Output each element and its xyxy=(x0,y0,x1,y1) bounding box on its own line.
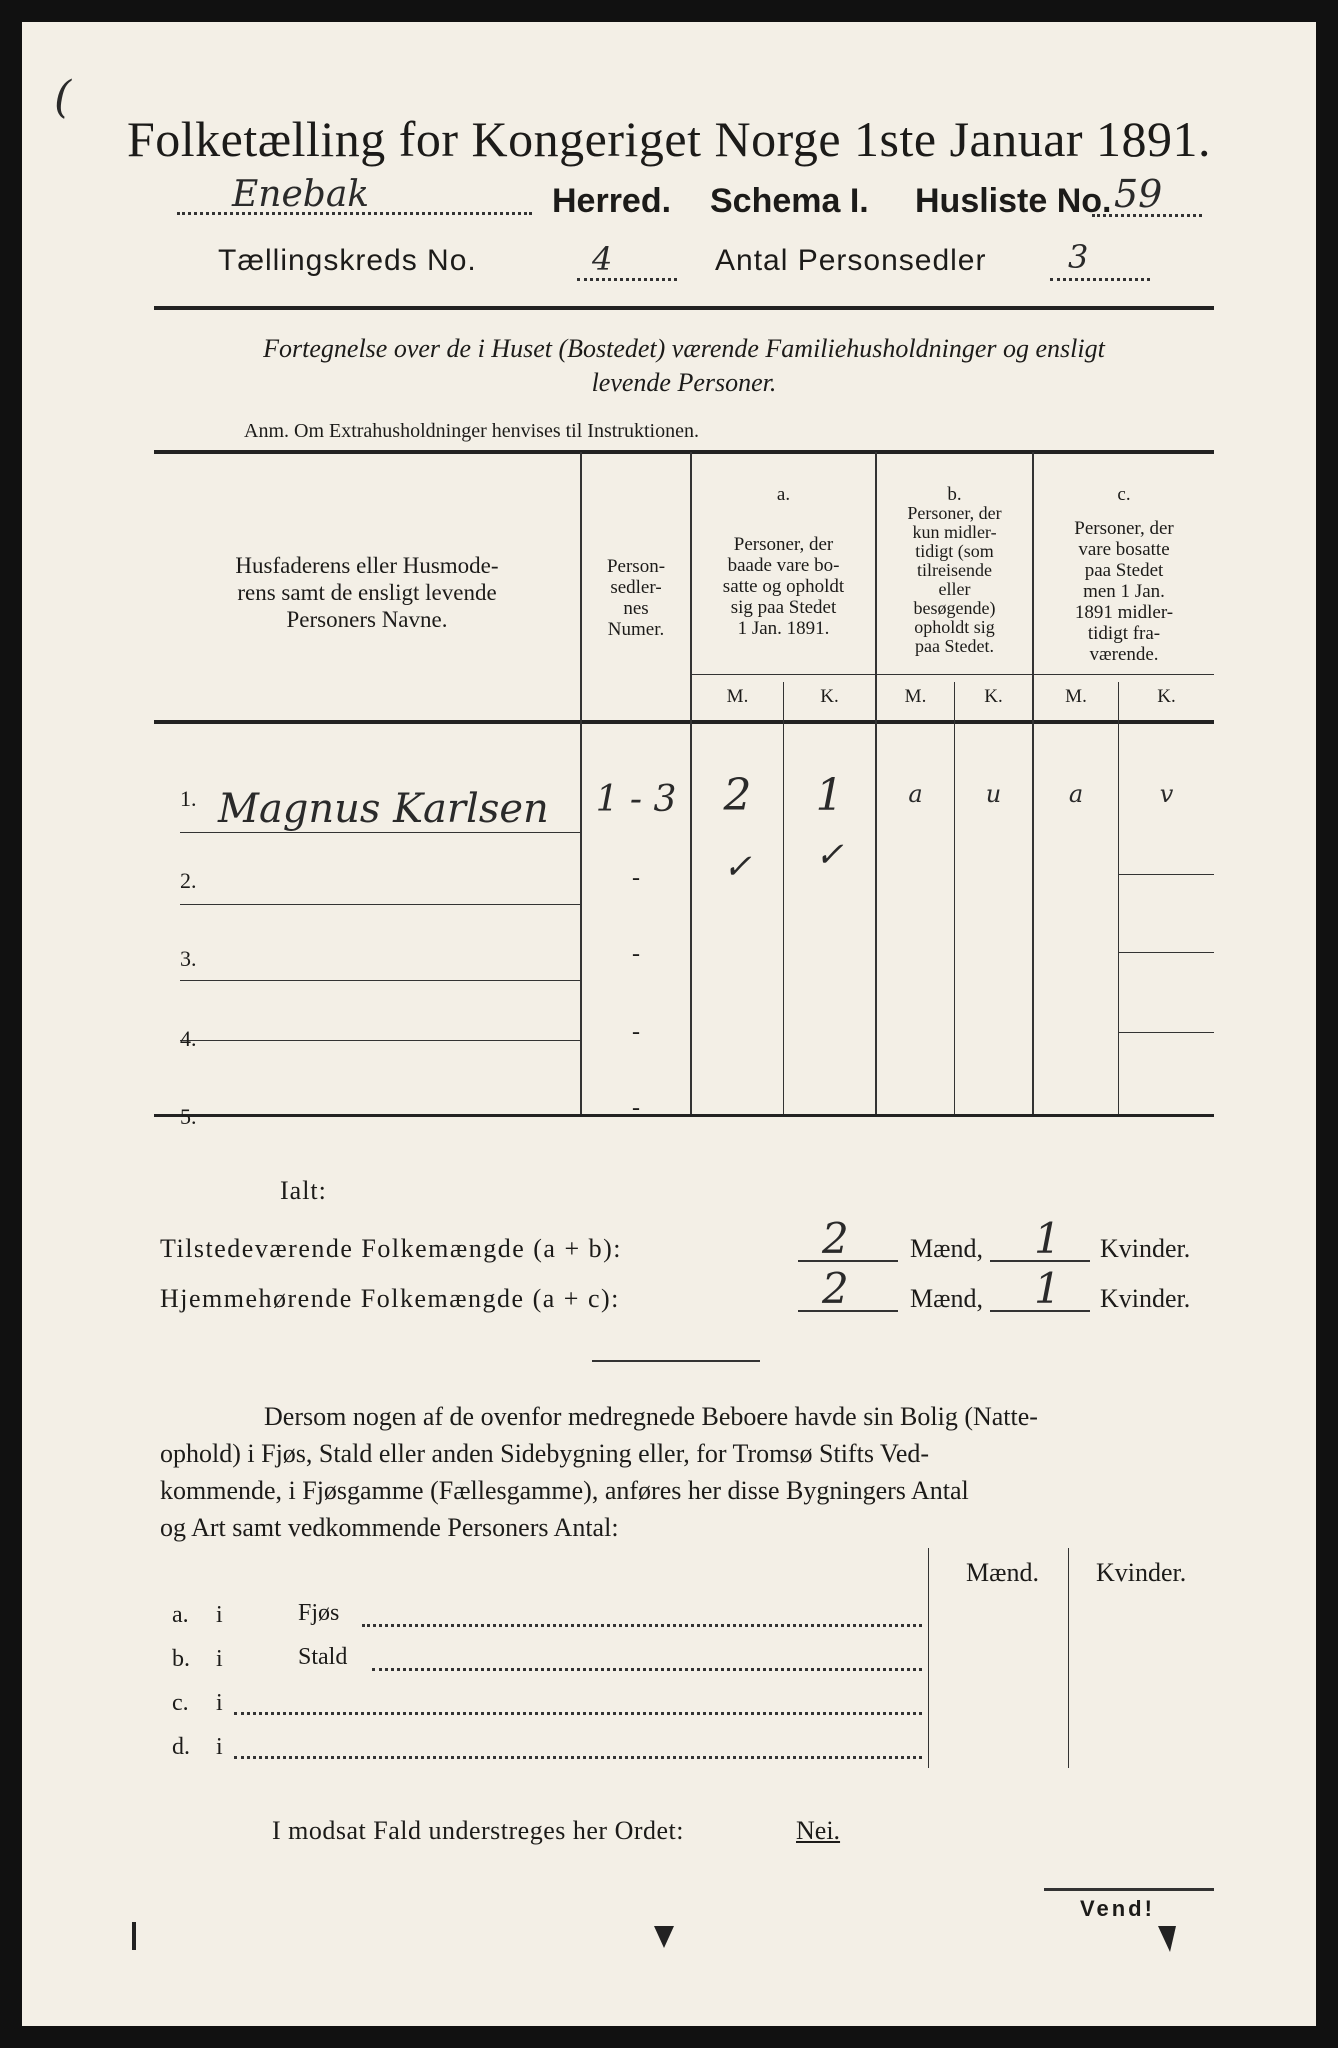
c-k-label: K. xyxy=(1157,686,1176,707)
totals-line2-kvinder: Kvinder. xyxy=(1100,1284,1191,1313)
mk-rule-c xyxy=(1034,674,1214,675)
row-1-c-m: a xyxy=(1068,780,1084,808)
totals-line1-k: 1 xyxy=(1034,1214,1061,1263)
binding-mark-center xyxy=(654,1926,674,1948)
mk-divider-b xyxy=(954,682,955,1114)
col-b-header xyxy=(877,504,1032,656)
col-num-line4: Numer. xyxy=(607,619,665,640)
mk-rule-a xyxy=(692,674,875,675)
row-3-sedler: - xyxy=(632,941,640,967)
col-c-line3: paa Stedet xyxy=(1084,560,1164,581)
col-c-line2: vare bosatte xyxy=(1078,539,1170,560)
personsedler-dotline xyxy=(1050,278,1150,281)
col-c-line1: Personer, der xyxy=(1074,518,1174,539)
col-b-line7: opholdt sig xyxy=(914,617,995,637)
building-d-prep: i xyxy=(216,1734,223,1760)
b-m-label: M. xyxy=(904,686,927,707)
col-c-line5: 1891 midler- xyxy=(1074,602,1174,623)
header-rule xyxy=(154,306,1214,310)
row-1-c-k: v xyxy=(1159,780,1174,808)
nei-word: Nei. xyxy=(796,1816,841,1845)
totals-line1-maend: Mænd, xyxy=(910,1234,983,1263)
row-1-a-m: 2 xyxy=(723,770,752,821)
binding-mark-left xyxy=(132,1922,136,1950)
schema-label: Schema I. xyxy=(710,182,869,220)
personsedler-value: 3 xyxy=(1068,238,1089,276)
building-a-dotline xyxy=(362,1624,922,1627)
buildings-line4: og Art samt vedkommende Personers Antal: xyxy=(160,1513,619,1542)
mk-rule-b xyxy=(877,674,1032,675)
totals-line1-m: 2 xyxy=(822,1214,849,1263)
row-2-a-m: ✓ xyxy=(723,847,752,887)
buildings-line1: Dersom nogen af de ovenfor medregnede Beboere havde sin Bolig (Natte- xyxy=(264,1402,1038,1431)
table-header-bottom-rule xyxy=(154,720,1214,724)
building-c-dotline xyxy=(234,1712,922,1715)
row-4-sedler: - xyxy=(632,1019,640,1045)
census-form xyxy=(22,22,1316,2026)
row-1-a-k: 1 xyxy=(815,770,844,821)
totals-line1-label: Tilstedeværende Folkemængde (a + b): xyxy=(160,1234,622,1263)
row-line-1 xyxy=(180,832,580,833)
herred-value: Enebak xyxy=(232,174,370,215)
section-divider xyxy=(592,1360,760,1362)
buildings-kvinder-header: Kvinder. xyxy=(1096,1558,1187,1587)
col-c-letter: c. xyxy=(1117,484,1131,505)
mk-divider-a xyxy=(783,682,784,1114)
buildings-line3: kommende, i Fjøsgamme (Fællesgamme), anføres her disse Bygningers Antal xyxy=(160,1476,969,1505)
row-line-4 xyxy=(180,1040,580,1041)
totals-line2-maend: Mænd, xyxy=(910,1284,983,1313)
totals-line2-label: Hjemmehørende Folkemængde (a + c): xyxy=(160,1284,620,1313)
row-line-2 xyxy=(180,904,580,905)
table-top-rule xyxy=(154,450,1214,454)
row-1-number: 1. xyxy=(180,786,197,811)
building-a-name: Fjøs xyxy=(298,1600,340,1626)
col-b-line2: kun midler- xyxy=(912,522,997,542)
col-c-header xyxy=(1034,518,1214,665)
vend-label: Vend! xyxy=(1080,1896,1155,1921)
buildings-text xyxy=(160,1398,1216,1546)
mk-divider-c xyxy=(1118,682,1119,1114)
corner-mark: ( xyxy=(54,72,72,123)
buildings-maend-header: Mænd. xyxy=(966,1558,1039,1587)
col-a-header xyxy=(692,534,875,639)
col-b-line8: paa Stedet. xyxy=(915,636,994,656)
modsat-text: I modsat Fald understreges her Ordet: xyxy=(272,1816,685,1845)
building-a-prep: i xyxy=(216,1602,223,1628)
col-c-line6: tidigt fra- xyxy=(1087,623,1161,644)
personsedler-label: Antal Personsedler xyxy=(715,244,987,277)
row-line-5 xyxy=(1118,874,1214,875)
col-b-line1: Personer, der xyxy=(907,503,1002,523)
vend-rule xyxy=(1044,1888,1214,1891)
a-k-label: K. xyxy=(820,686,839,707)
col-name-line3: Personers Navne. xyxy=(286,607,448,632)
b-k-label: K. xyxy=(984,686,1003,707)
building-a-letter: a. xyxy=(172,1602,189,1628)
row-5-sedler: - xyxy=(632,1095,640,1121)
col-a-line2: baade vare bo- xyxy=(727,555,840,576)
col-b-line4: tilreisende xyxy=(917,560,992,580)
building-c-letter: c. xyxy=(172,1690,189,1716)
row-3-number: 3. xyxy=(180,946,197,971)
kreds-label: Tællingskreds No. xyxy=(218,244,477,277)
building-b-letter: b. xyxy=(172,1646,190,1672)
col-b-line3: tidigt (som xyxy=(915,541,994,561)
col-num-line1: Person- xyxy=(606,556,666,577)
row-2-sedler: - xyxy=(632,865,640,891)
col-c-line4: men 1 Jan. xyxy=(1083,581,1165,602)
totals-line2-m: 2 xyxy=(822,1264,849,1313)
kreds-value: 4 xyxy=(592,240,613,278)
row-5-number: 5. xyxy=(180,1104,197,1129)
building-b-prep: i xyxy=(216,1646,223,1672)
husliste-label: Husliste No. xyxy=(915,182,1112,220)
col-name-header xyxy=(162,552,572,633)
building-c-prep: i xyxy=(216,1690,223,1716)
col-num-header xyxy=(582,556,690,640)
intro-line1: Fortegnelse over de i Huset (Bostedet) værende Familiehusholdninger og ensligt xyxy=(263,334,1105,363)
buildings-line2: ophold) i Fjøs, Stald eller anden Sidebygning eller, for Tromsø Stifts Ved- xyxy=(160,1439,930,1468)
ialt-label: Ialt: xyxy=(280,1176,327,1205)
intro-line2: levende Personer. xyxy=(591,368,777,397)
col-a-line4: sig paa Stedet xyxy=(730,597,837,618)
row-1-b-k: u xyxy=(985,780,1002,808)
row-4-number: 4. xyxy=(180,1026,197,1051)
c-m-label: M. xyxy=(1065,686,1087,707)
col-a-line5: 1 Jan. 1891. xyxy=(737,618,830,639)
col-name-line1: Husfaderens eller Husmode- xyxy=(235,553,499,578)
building-d-letter: d. xyxy=(172,1734,190,1760)
col-a-letter: a. xyxy=(776,484,791,505)
row-line-7 xyxy=(1118,1032,1214,1033)
col-a-line1: Personer, der xyxy=(733,534,834,555)
row-1-name: Magnus Karlsen xyxy=(218,786,549,832)
binding-mark-right xyxy=(1158,1926,1176,1952)
row-line-6 xyxy=(1118,952,1214,953)
col-b-line6: besøgende) xyxy=(913,598,996,618)
col-num-line3: nes xyxy=(623,598,649,619)
a-m-label: M. xyxy=(726,686,749,707)
totals-line1-kvinder: Kvinder. xyxy=(1100,1234,1191,1263)
row-line-3 xyxy=(180,980,580,981)
form-title: Folketælling for Kongeriget Norge 1ste Januar 1891. xyxy=(126,111,1212,167)
kreds-dotline xyxy=(577,278,677,281)
buildings-col-divider-2 xyxy=(1068,1548,1069,1768)
row-1-b-m: a xyxy=(908,780,923,808)
building-b-dotline xyxy=(372,1668,922,1671)
building-b-name: Stald xyxy=(298,1644,348,1670)
col-c-line7: værende. xyxy=(1089,644,1159,665)
husliste-value: 59 xyxy=(1114,172,1163,216)
row-2-a-k: ✓ xyxy=(815,835,844,875)
col-b-line5: eller xyxy=(938,579,971,599)
col-name-line2: rens samt de ensligt levende xyxy=(237,580,497,605)
col-num-line2: sedler- xyxy=(610,577,662,598)
buildings-col-divider-1 xyxy=(928,1548,929,1768)
totals-line2-k: 1 xyxy=(1034,1264,1061,1313)
row-2-number: 2. xyxy=(180,868,197,893)
intro-note: Anm. Om Extrahusholdninger henvises til Instruktionen. xyxy=(244,420,699,442)
building-d-dotline xyxy=(234,1756,922,1759)
col-a-line3: satte og opholdt xyxy=(722,576,845,597)
herred-label: Herred. xyxy=(552,182,672,220)
col-b-letter: b. xyxy=(947,484,962,505)
row-1-sedler: 1 - 3 xyxy=(595,779,677,820)
